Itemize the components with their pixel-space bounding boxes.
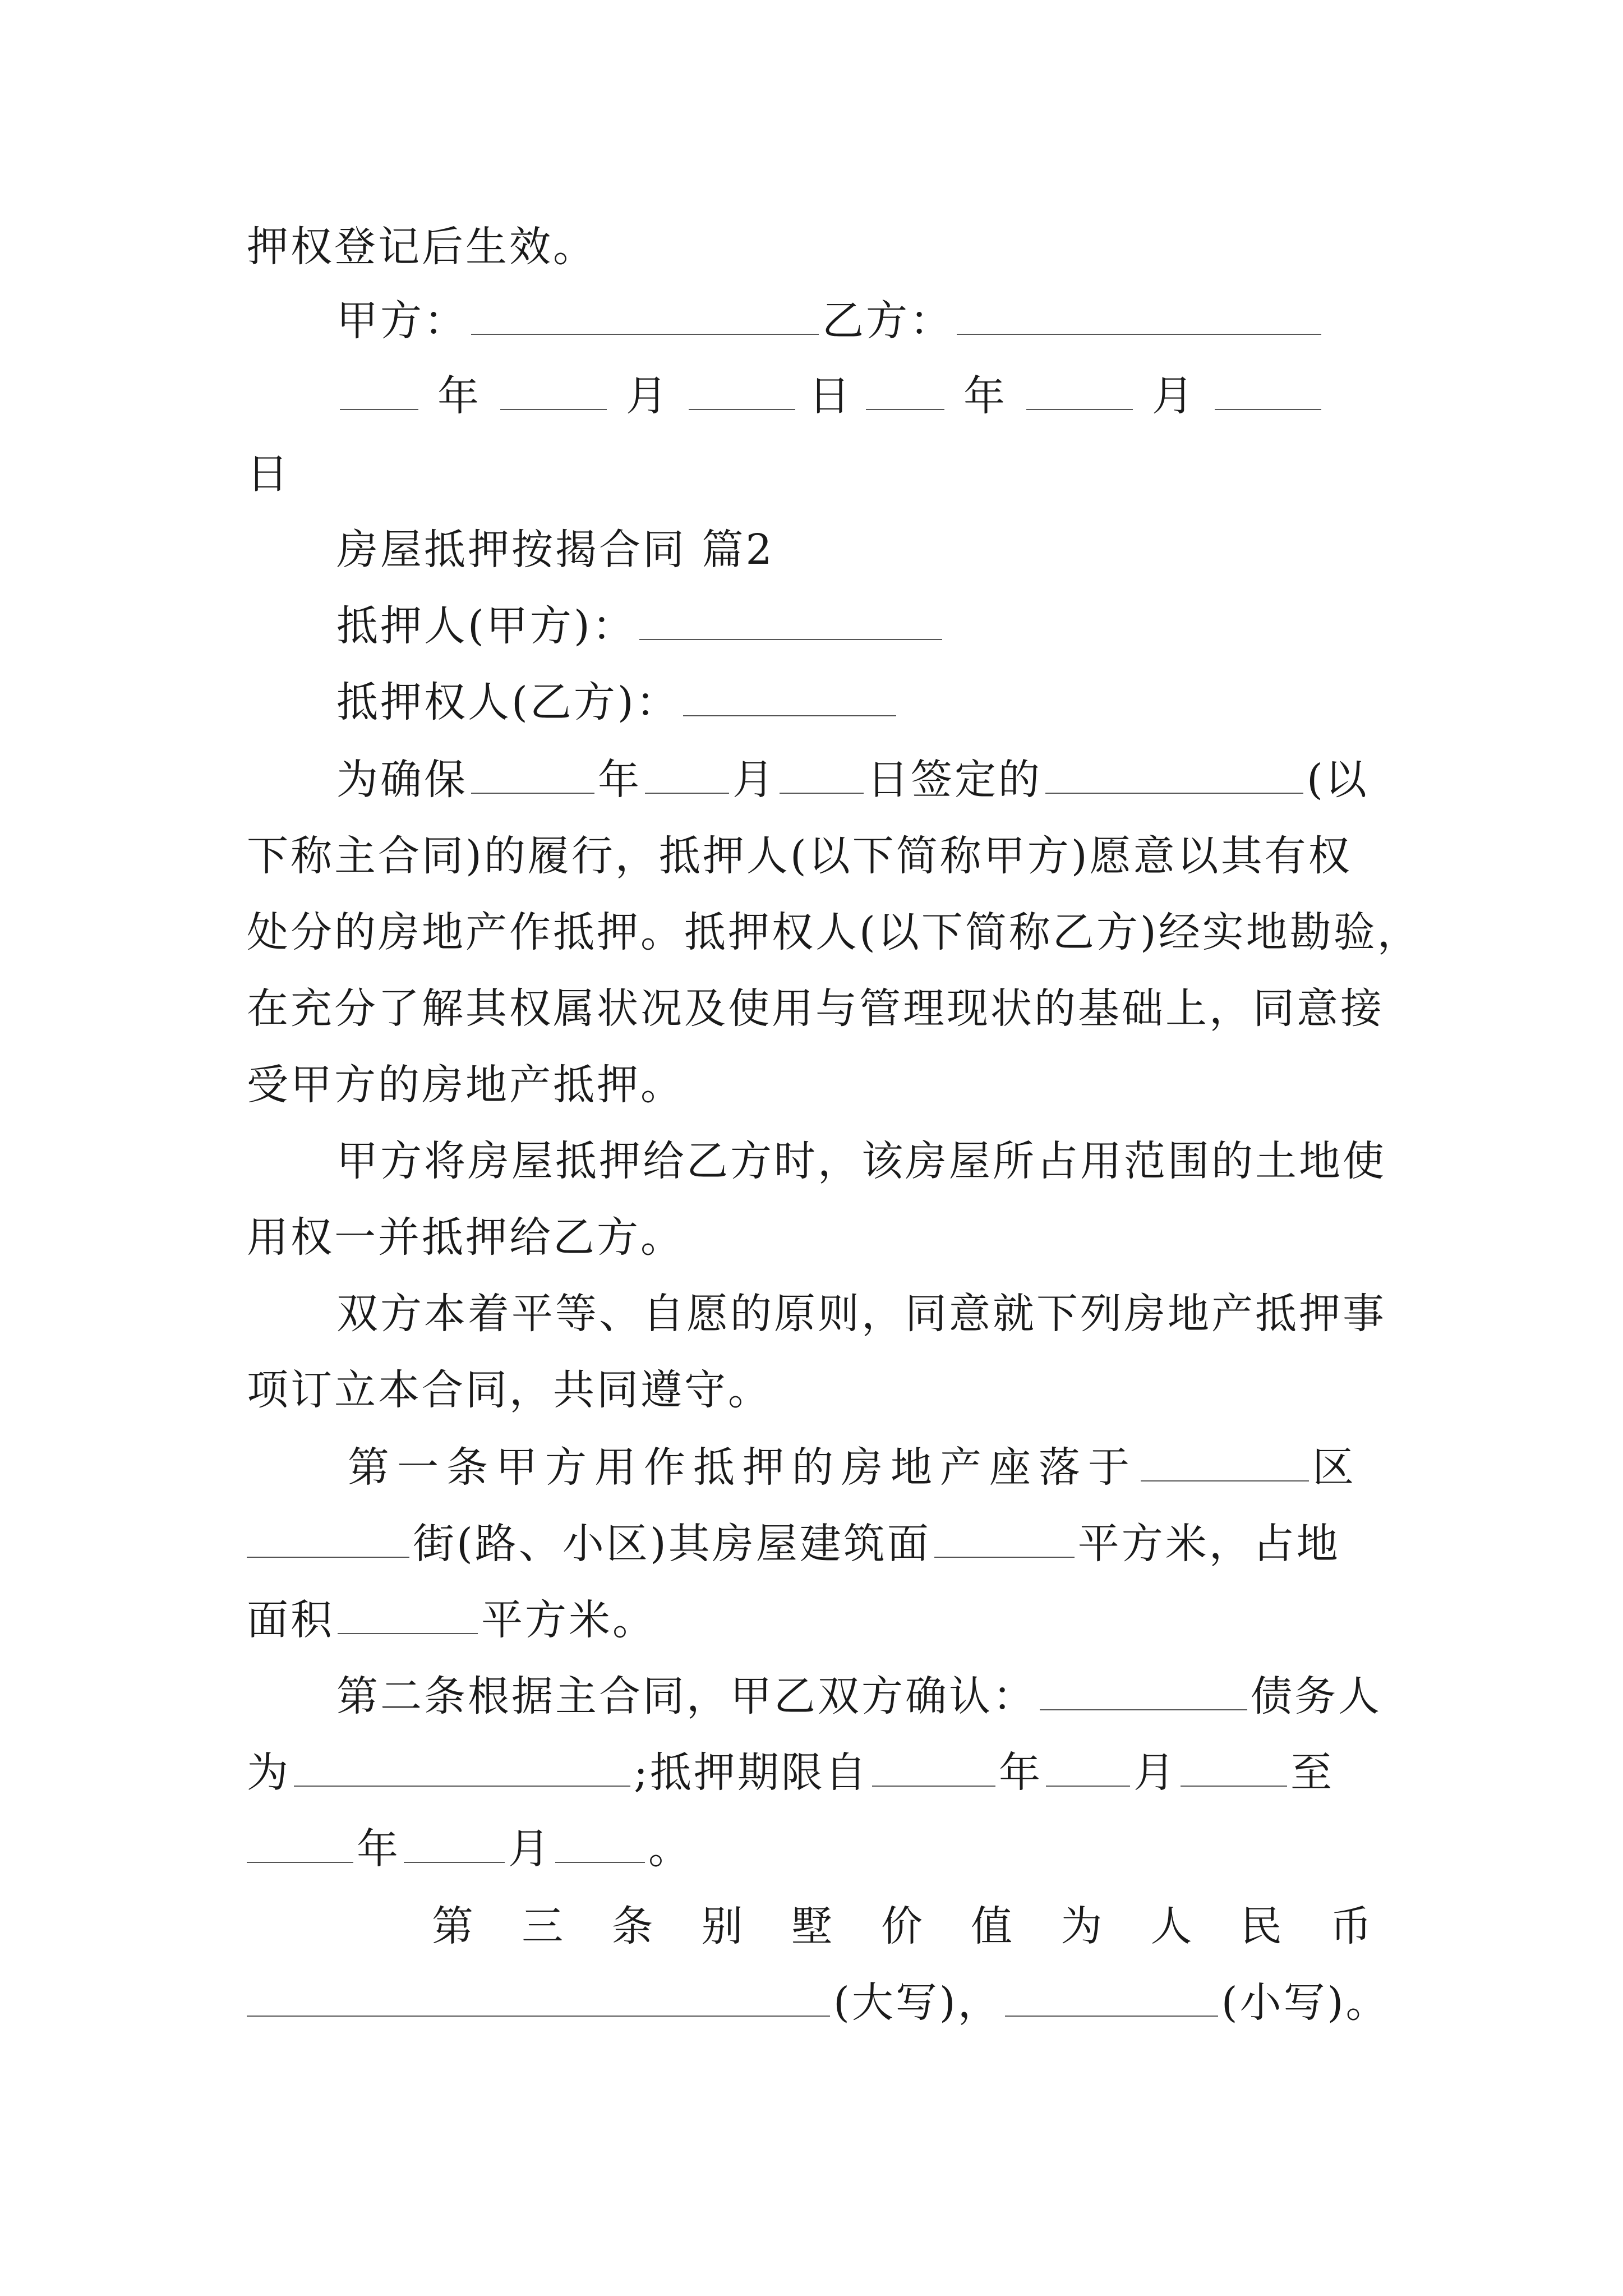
- blank: [1040, 1670, 1247, 1710]
- text: 为: [247, 1749, 291, 1797]
- article-2-line: [336, 1668, 1382, 1724]
- blank: [866, 370, 944, 410]
- text-line: 用权一并抵押给乙方。: [247, 1213, 684, 1262]
- text-line: 日: [247, 450, 291, 498]
- blank: [689, 370, 795, 410]
- blank: [934, 1517, 1075, 1558]
- article-3-line: [432, 1898, 1374, 1954]
- text-line: 下称主合同)的履行，抵押人(以下简称甲方)愿意以其有权: [247, 832, 1352, 880]
- text: 面积: [247, 1596, 334, 1644]
- text: 第二条根据主合同，甲乙双方确认：: [336, 1672, 1036, 1720]
- text-line: 项订立本合同，共同遵守。: [247, 1366, 772, 1414]
- text: (以: [1307, 756, 1369, 804]
- text: 日签定的: [867, 756, 1042, 804]
- blank: [683, 676, 896, 716]
- blank: [1005, 1976, 1218, 2017]
- blank: [338, 1594, 478, 1634]
- blank: [1045, 753, 1303, 794]
- text: 第一条甲方用作抵押的房地产座落于: [348, 1443, 1137, 1492]
- blank: [247, 1976, 830, 2017]
- text: 至: [1290, 1749, 1334, 1797]
- text: 平方米。: [481, 1596, 656, 1644]
- text: 年: [437, 372, 481, 420]
- text: ;抵押期限自: [634, 1749, 869, 1797]
- article-1-line: [348, 1439, 1362, 1496]
- text-line: 在充分了解其权属状况及使用与管理现状的基础上，同意接: [247, 984, 1384, 1033]
- text: 为确保: [336, 756, 468, 804]
- text: (大写)，: [833, 1978, 1002, 2027]
- text-line: 甲方将房屋抵押给乙方时，该房屋所占用范围的土地使: [336, 1137, 1386, 1185]
- blank: [471, 753, 594, 794]
- blank: [247, 1517, 409, 1558]
- blank: [500, 370, 607, 410]
- blank: [247, 1823, 353, 1863]
- blank: [294, 1746, 630, 1787]
- text: 条: [611, 1902, 656, 1950]
- text-line: 受甲方的房地产抵押。: [247, 1061, 684, 1109]
- blank: [639, 600, 942, 640]
- text: 年: [998, 1749, 1043, 1797]
- text: (小写)。: [1221, 1978, 1390, 2027]
- blank: [1046, 1746, 1130, 1787]
- party-b-label: 乙方：: [822, 297, 953, 345]
- text: 抵押权人(乙方)：: [336, 678, 680, 726]
- blank: [1181, 1746, 1287, 1787]
- text: 墅: [791, 1902, 835, 1950]
- blank: [404, 1823, 505, 1863]
- text: 平方米，占地: [1077, 1520, 1340, 1568]
- article-3-spread: [432, 1898, 1374, 1954]
- paragraph-line: [336, 752, 1369, 808]
- text: 月: [1152, 372, 1196, 420]
- blank: [780, 753, 864, 794]
- text: 人: [1150, 1902, 1195, 1950]
- text: 民: [1240, 1902, 1284, 1950]
- text-line: 押权登记后生效。: [247, 223, 597, 271]
- text: 年: [598, 756, 642, 804]
- text: 月: [1133, 1749, 1177, 1797]
- mortgagee-line: [336, 674, 900, 730]
- signature-line: [336, 293, 1325, 349]
- article-3-line: [247, 1975, 1390, 2031]
- text: 价: [880, 1902, 925, 1950]
- blank: [1141, 1441, 1309, 1481]
- party-b-blank: [957, 295, 1321, 335]
- text: 年: [357, 1825, 400, 1873]
- blank: [645, 753, 729, 794]
- text: 月: [732, 756, 776, 804]
- text: 月: [626, 372, 670, 420]
- text-line: 双方本着平等、自愿的原则，同意就下列房地产抵押事: [336, 1290, 1386, 1338]
- text: 月: [508, 1825, 552, 1873]
- section-title: 房屋抵押按揭合同 篇2: [336, 526, 774, 574]
- text: 街(路、小区)其房屋建筑面: [413, 1520, 931, 1568]
- text: 年: [963, 372, 1007, 420]
- party-a-blank: [471, 295, 819, 335]
- blank: [555, 1823, 645, 1863]
- text: 为: [1061, 1902, 1105, 1950]
- article-2-line: [247, 1821, 692, 1877]
- text: 币: [1330, 1902, 1374, 1950]
- text: 第: [432, 1902, 476, 1950]
- date-line: [336, 368, 1325, 424]
- article-1-line: [247, 1592, 656, 1648]
- article-1-line: [247, 1516, 1340, 1572]
- party-a-label: 甲方：: [336, 297, 468, 345]
- text: 三: [522, 1902, 566, 1950]
- blank: [872, 1746, 995, 1787]
- blank: [1026, 370, 1133, 410]
- text: 值: [971, 1902, 1015, 1950]
- article-2-line: [247, 1745, 1334, 1801]
- text-line: 处分的房地产作抵押。抵押权人(以下简称乙方)经实地勘验，: [247, 908, 1421, 956]
- blank: [340, 370, 418, 410]
- text: 区: [1312, 1443, 1362, 1492]
- text: 抵押人(甲方)：: [336, 602, 636, 650]
- text: 日: [809, 372, 852, 420]
- text: 别: [701, 1902, 745, 1950]
- text: 。: [648, 1825, 692, 1873]
- text: 债务人: [1251, 1672, 1382, 1720]
- mortgagor-line: [336, 598, 946, 654]
- blank: [1215, 370, 1321, 410]
